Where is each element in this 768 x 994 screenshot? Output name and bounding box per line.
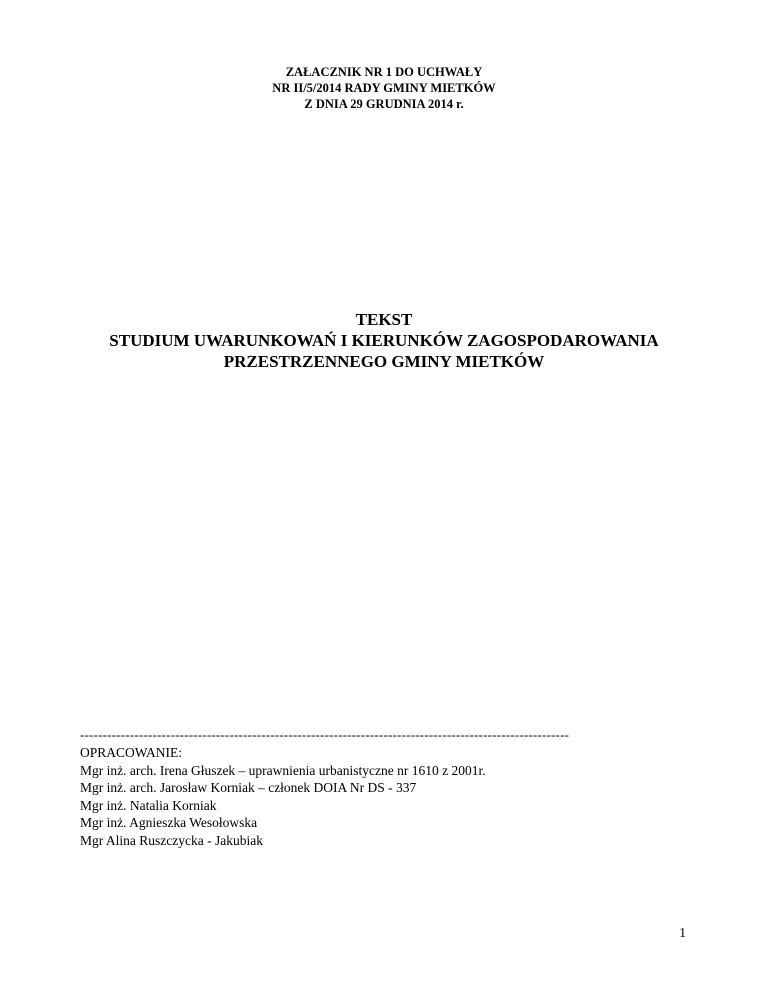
title-line-3: PRZESTRZENNEGO GMINY MIETKÓW: [223, 352, 545, 371]
page-number: 1: [679, 925, 686, 940]
title-line-2: STUDIUM UWARUNKOWAŃ I KIERUNKÓW ZAGOSPODAROWANIA: [109, 331, 659, 350]
header-line-annex: ZAŁACZNIK NR 1 DO UCHWAŁY: [285, 65, 483, 79]
credits-author-4: Mgr inż. Agnieszka Wesołowska: [80, 815, 258, 830]
header-line-resolution-number: NR II/5/2014 RADY GMINY MIETKÓW: [272, 81, 496, 95]
credits-author-3: Mgr inż. Natalia Korniak: [80, 797, 217, 813]
credits-author-5: Mgr Alina Ruszczycka - Jakubiak: [80, 832, 263, 848]
header-line-date: Z DNIA 29 GRUDNIA 2014 r.: [304, 97, 464, 111]
resolution-header: [0, 64, 768, 112]
credits-author-1: Mgr inż. arch. Irena Głuszek – uprawnienia urbanistyczne nr 1610 z 2001r.: [80, 762, 486, 778]
credits-heading: OPRACOWANIE:: [80, 745, 183, 760]
document-title: [0, 309, 768, 372]
dashed-separator: ------------------------------------------------------------------------------------------------------------: [80, 727, 570, 742]
credits-author-2: Mgr inż. arch. Jarosław Korniak – członek DOIA Nr DS - 337: [80, 780, 417, 795]
title-line-1: TEKST: [355, 310, 413, 329]
credits-section: [80, 744, 486, 849]
